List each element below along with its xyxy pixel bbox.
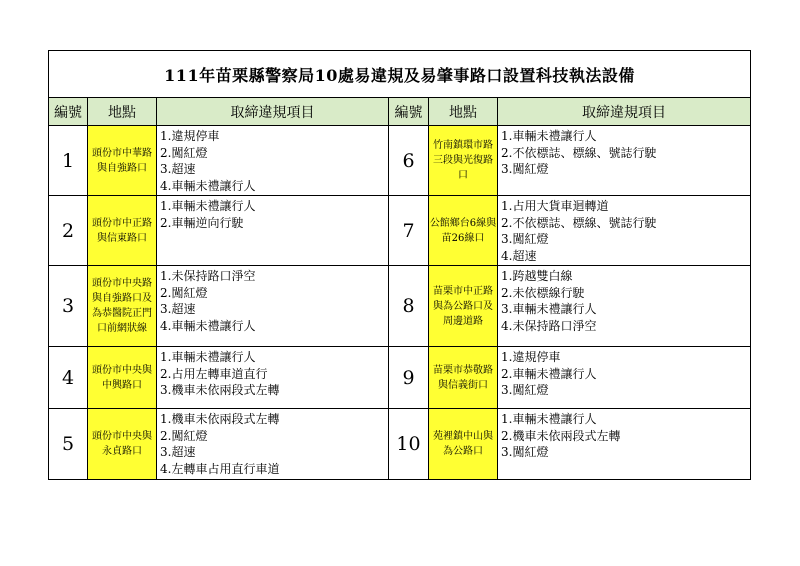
site-number: 9 [389, 347, 429, 409]
violation-item: 4.車輛未禮讓行人 [160, 318, 256, 333]
violation-list [157, 409, 389, 480]
violation-item: 1.機車未依兩段式左轉 [160, 412, 280, 426]
site-number: 4 [49, 347, 88, 409]
violation-list [498, 347, 751, 409]
header-violations: 取締違規項目 [157, 98, 389, 126]
site-location: 頭份市中華路與自強路口 [88, 126, 157, 196]
site-location: 苗栗市恭敬路與信義街口 [429, 347, 498, 409]
violation-list [157, 266, 389, 347]
header-location: 地點 [429, 98, 498, 126]
site-number: 3 [49, 266, 88, 347]
violation-item: 3.超速 [160, 445, 196, 459]
enforcement-table [48, 50, 751, 480]
violation-item: 2.機車未依兩段式左轉 [501, 428, 621, 443]
violation-item: 2.車輛逆向行駛 [160, 215, 244, 230]
violation-item: 3.闖紅燈 [501, 162, 549, 176]
violation-item: 4.車輛未禮讓行人 [160, 178, 256, 193]
violation-item: 3.闖紅燈 [501, 383, 549, 397]
header-row [49, 98, 751, 126]
violation-list [157, 196, 389, 266]
violation-item: 2.闖紅燈 [160, 285, 208, 300]
site-location: 頭份市中央與中興路口 [88, 347, 157, 409]
violation-item: 1.車輛未禮讓行人 [501, 412, 597, 426]
site-number: 8 [389, 266, 429, 347]
site-number: 1 [49, 126, 88, 196]
site-location: 頭份市中央與永貞路口 [88, 409, 157, 480]
table-row [49, 347, 751, 409]
violation-list [498, 196, 751, 266]
header-location: 地點 [88, 98, 157, 126]
violation-item: 2.闖紅燈 [160, 428, 208, 443]
table-row [49, 409, 751, 480]
violation-list [498, 409, 751, 480]
violation-item: 1.占用大貨車迴轉道 [501, 199, 609, 213]
site-location: 頭份市中央路與自強路口及為恭醫院正門口前網狀線 [88, 266, 157, 347]
header-violations: 取締違規項目 [498, 98, 751, 126]
violation-item: 1.未保持路口淨空 [160, 269, 256, 283]
site-number: 5 [49, 409, 88, 480]
violation-item: 3.超速 [160, 302, 196, 316]
violation-item: 1.車輛未禮讓行人 [501, 129, 597, 143]
violation-item: 2.不依標誌、標線、號誌行駛 [501, 215, 657, 230]
site-number: 7 [389, 196, 429, 266]
site-number: 2 [49, 196, 88, 266]
document-title: 111年苗栗縣警察局10處易違規及易肇事路口設置科技執法設備 [49, 51, 751, 98]
violation-list [498, 266, 751, 347]
header-number: 編號 [389, 98, 429, 126]
header-number: 編號 [49, 98, 88, 126]
violation-item: 2.未依標線行駛 [501, 285, 585, 300]
site-location: 竹南鎮環市路三段與光復路口 [429, 126, 498, 196]
site-location: 苗栗市中正路與為公路口及周邊道路 [429, 266, 498, 347]
violation-item: 4.未保持路口淨空 [501, 318, 597, 333]
violation-item: 3.機車未依兩段式左轉 [160, 383, 280, 397]
violation-item: 3.車輛未禮讓行人 [501, 302, 597, 316]
site-number: 10 [389, 409, 429, 480]
violation-item: 3.闖紅燈 [501, 445, 549, 459]
violation-item: 1.違規停車 [160, 129, 220, 143]
violation-item: 1.車輛未禮讓行人 [160, 350, 256, 364]
table-row [49, 266, 751, 347]
violation-item: 4.超速 [501, 248, 537, 263]
violation-item: 1.違規停車 [501, 350, 561, 364]
violation-list [498, 126, 751, 196]
violation-item: 2.不依標誌、標線、號誌行駛 [501, 145, 657, 160]
site-location: 公館鄉台6線與苗26線口 [429, 196, 498, 266]
violation-item: 2.占用左轉車道直行 [160, 366, 268, 381]
violation-item: 1.跨越雙白線 [501, 269, 573, 283]
table-row [49, 196, 751, 266]
site-number: 6 [389, 126, 429, 196]
violation-list [157, 347, 389, 409]
table-row [49, 126, 751, 196]
violation-item: 1.車輛未禮讓行人 [160, 199, 256, 213]
violation-item: 2.車輛未禮讓行人 [501, 366, 597, 381]
violation-item: 3.闖紅燈 [501, 232, 549, 246]
site-location: 苑裡鎮中山與為公路口 [429, 409, 498, 480]
violation-item: 2.闖紅燈 [160, 145, 208, 160]
site-location: 頭份市中正路與信東路口 [88, 196, 157, 266]
violation-list [157, 126, 389, 196]
violation-item: 3.超速 [160, 162, 196, 176]
violation-item: 4.左轉車占用直行車道 [160, 461, 280, 476]
